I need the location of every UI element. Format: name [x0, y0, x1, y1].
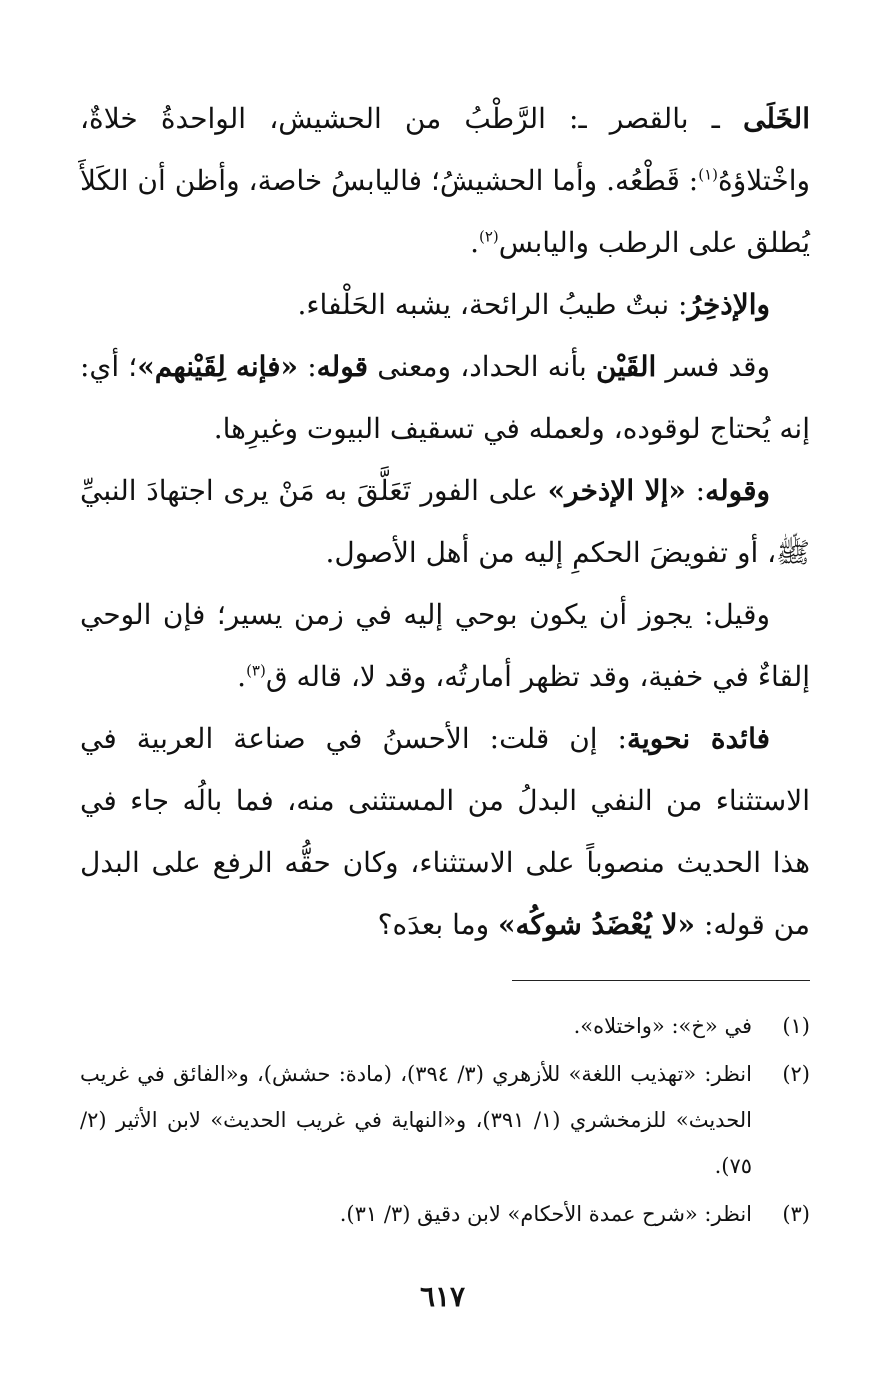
- bold-term: القَيْن: [596, 350, 657, 383]
- footnote-reference: (١): [698, 165, 719, 184]
- text-run: على الفور تَعَلَّقَ به مَنْ يرى اجتهادَ النبيِّ ﷺ، أو تفويضَ الحكمِ إليه من أهل الأصول.: [80, 474, 810, 569]
- bold-term: فائدة نحوية: [626, 722, 771, 755]
- text-run: :: [685, 474, 706, 507]
- footnote: [80, 1003, 810, 1049]
- footnote-reference: (٢): [478, 227, 499, 246]
- footnote-text: في «خ»: «واختلاه».: [573, 1014, 752, 1038]
- paragraph: [80, 708, 810, 956]
- bold-term: «لا يُعْضَدُ شوكُه»: [498, 908, 696, 941]
- bold-term: وقوله: [705, 474, 770, 507]
- footnote-text: انظر: «شرح عمدة الأحكام» لابن دقيق (٣/ ٣١).: [339, 1202, 752, 1226]
- main-text: [80, 88, 810, 956]
- footnote-number: (١): [782, 1014, 810, 1038]
- body-text: [80, 88, 810, 956]
- bold-term: «فإنه لِقَيْنهم»: [137, 350, 299, 383]
- paragraph: [80, 88, 810, 274]
- footnote-divider: [512, 980, 810, 981]
- footnote-reference: (٣): [246, 661, 266, 680]
- footnote-text: انظر: «تهذيب اللغة» للأزهري (٣/ ٣٩٤)، (مادة: حشش)، و«الفائق في غريب الحديث» للزمخشري (١/ ٣٩١)، و«النهاية في غريب الحديث» لابن الأثير (٢/ ٧٥).: [80, 1062, 752, 1178]
- text-run: .: [470, 226, 479, 259]
- bold-term: والإذخِرُ: [687, 288, 770, 321]
- footnote: [80, 1191, 810, 1237]
- text-run: :: [298, 350, 317, 383]
- text-run: وقد فسر: [656, 350, 770, 383]
- footnotes: [80, 1003, 810, 1239]
- text-run: : نبتٌ طيبُ الرائحة، يشبه الحَلْفاء.: [297, 288, 688, 321]
- text-run: وما بعدَه؟: [377, 908, 499, 941]
- text-run: ؛ أي: إنه يُحتاج لوقوده، ولعمله في تسقيف البيوت وغيرِها.: [80, 350, 810, 445]
- text-run: ـ بالقصر ـ: الرَّطْبُ من الحشيش، الواحدةُ خلاةٌ، واخْتلاؤهُ: [80, 102, 810, 197]
- text-run: بأنه الحداد، ومعنى: [368, 350, 597, 383]
- paragraph: [80, 584, 810, 708]
- bold-term: قوله: [316, 350, 369, 383]
- paragraph: [80, 460, 810, 584]
- text-run: وقيل: يجوز أن يكون بوحي إليه في زمن يسير؛ فإن الوحي إلقاءٌ في خفية، وقد تظهر أمارتُه، وقد لا، قاله ق: [80, 598, 810, 693]
- page-number: ٦١٧: [419, 1280, 466, 1313]
- text-run: : إن قلت: الأحسنُ في صناعة العربية في الاستثناء من النفي البدلُ من المستثنى منه، فما بالُه جاء في هذا الحديث منصوباً على الاستثناء، وكان حقُّه الرفع على البدل من قوله:: [80, 722, 810, 941]
- footnote-number: (٣): [782, 1202, 810, 1226]
- paragraph: [80, 274, 810, 336]
- footnote: [80, 1051, 810, 1189]
- paragraph: [80, 336, 810, 460]
- text-run: : قَطْعُه. وأما الحشيشُ؛ فاليابسُ خاصة، وأظن أن الكَلأَ يُطلق على الرطب واليابس: [80, 164, 810, 259]
- text-run: .: [237, 660, 247, 693]
- bold-term: «إلا الإذخر»: [547, 474, 686, 507]
- footnote-number: (٢): [782, 1062, 810, 1086]
- bold-term: الخَلَى: [743, 102, 810, 135]
